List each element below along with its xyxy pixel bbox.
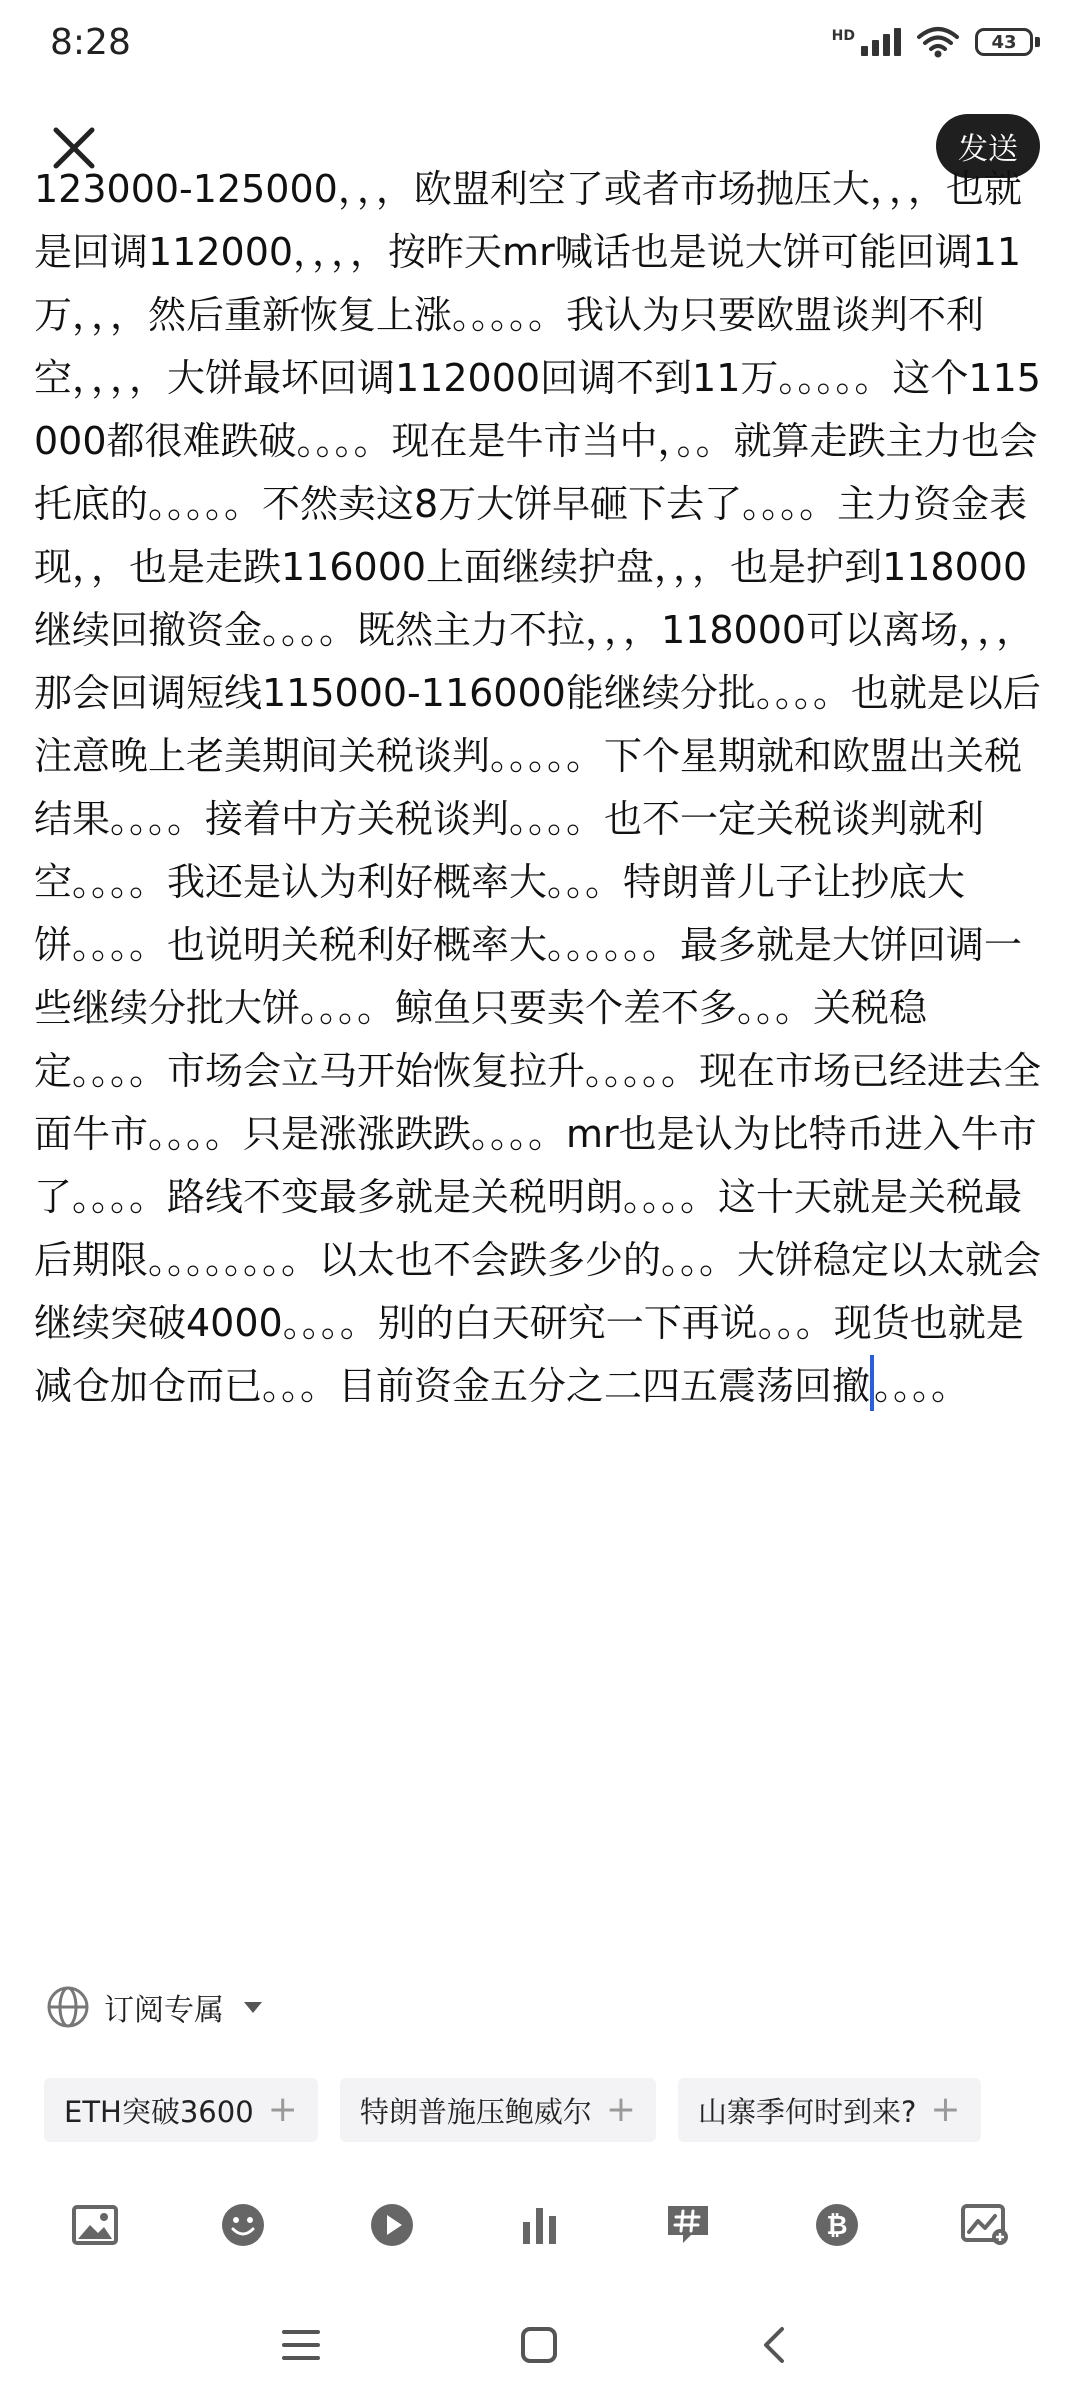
globe-icon xyxy=(46,1985,90,2029)
recent-apps-button[interactable] xyxy=(266,2310,336,2380)
insert-trend-button[interactable] xyxy=(950,2190,1020,2260)
chevron-down-icon xyxy=(244,2002,262,2013)
topic-chip-label: 特朗普施压鲍威尔 xyxy=(359,2094,592,2129)
post-text-after-caret: 。。。。 xyxy=(874,1364,970,1408)
insert-image-button[interactable] xyxy=(60,2190,130,2260)
signal-icon xyxy=(832,28,901,56)
plus-icon: + xyxy=(930,2089,961,2130)
topic-chip[interactable] xyxy=(678,2078,981,2142)
hashtag-icon xyxy=(665,2203,711,2247)
send-button[interactable]: 发送 xyxy=(936,114,1040,178)
compose-toolbar xyxy=(60,2190,1020,2260)
subscription-selector[interactable] xyxy=(46,1985,262,2029)
menu-icon xyxy=(281,2328,321,2362)
subscription-label: 订阅专属 xyxy=(104,1993,224,2028)
insert-chart-button[interactable] xyxy=(505,2190,575,2260)
topic-chip-label: ETH突破3600 xyxy=(64,2094,254,2129)
plus-icon: + xyxy=(605,2089,637,2130)
battery-level: 43 xyxy=(975,28,1033,56)
insert-coin-button[interactable] xyxy=(802,2190,872,2260)
post-text[interactable] xyxy=(34,158,1046,1418)
back-chevron-icon xyxy=(758,2325,788,2365)
trend-icon xyxy=(961,2204,1009,2246)
insert-hashtag-button[interactable] xyxy=(653,2190,723,2260)
home-square-icon xyxy=(520,2326,558,2364)
home-button[interactable] xyxy=(504,2310,574,2380)
topic-chip-label: 山寨季何时到来? xyxy=(698,2094,917,2129)
chart-icon xyxy=(519,2204,561,2246)
network-type-label: HD xyxy=(831,28,855,44)
status-time: 8:28 xyxy=(50,22,131,63)
post-text-before-caret: 123000-125000，，，欧盟利空了或者市场抛压大，，，也就是回调112000，，，，按昨天mr喊话也是说大饼可能回调11万，，，然后重新恢复上涨。。。。。我认为只要欧盟谈判不利空，，，，大饼最坏回调112000回调不到11万。。。。。这个115000都很难跌破。。。。现在是牛市当中，。。就算走跌主力也会托底的。。。。。不然卖这8万大饼早砸下去了。。。。主力资金表现，，也是走跌116000上面继续护盘，，，也是护到118000继续回撤资金。。。。既然主力不拉，，，118000可以离场，，，那会回调短线115000-116000能继续分批。。。。也就是以后注意晚上老美期间关税谈判。。。。。下个星期就和欧盟出关税结果。。。。接着中方关税谈判。。。。也不一定关税谈判就利空。。。。我还是认为利好概率大。。。特朗普儿子让抄底大饼。。。。也说明关税利好概率大。。。。。。最多就是大饼回调一些继续分批大饼。。。。鲸鱼只要卖个差不多。。。关税稳定。。。。市场会立马开始恢复拉升。。。。。现在市场已经进去全面牛市。。。。只是涨涨跌跌。。。。mr也是认为比特币进入牛市了。。。。路线不变最多就是关税明朗。。。。这十天就是关税最后期限。。。。。。。。以太也不会跌多少的。。。大饼稳定以太就会继续突破4000。。。。别的白天研究一下再说。。。现货也就是减仓加仓而已。。。目前资金五分之二四五震荡回撤 xyxy=(34,167,1042,1408)
insert-emoji-button[interactable] xyxy=(208,2190,278,2260)
insert-video-button[interactable] xyxy=(357,2190,427,2260)
battery-icon xyxy=(975,28,1040,56)
topic-chips xyxy=(44,2078,1044,2142)
topic-chip[interactable] xyxy=(340,2078,656,2142)
post-editor[interactable] xyxy=(34,167,1046,1840)
topic-chip[interactable] xyxy=(44,2078,318,2142)
wifi-icon xyxy=(917,26,959,58)
bitcoin-icon xyxy=(814,2202,860,2248)
system-nav-bar xyxy=(0,2290,1080,2400)
status-bar xyxy=(0,0,1080,92)
plus-icon: + xyxy=(267,2089,298,2130)
image-icon xyxy=(72,2205,118,2245)
svg-text:₿: ₿ xyxy=(826,2211,848,2241)
back-button[interactable] xyxy=(738,2310,808,2380)
video-icon xyxy=(369,2202,415,2248)
status-icons xyxy=(832,26,1040,58)
emoji-icon xyxy=(220,2202,266,2248)
